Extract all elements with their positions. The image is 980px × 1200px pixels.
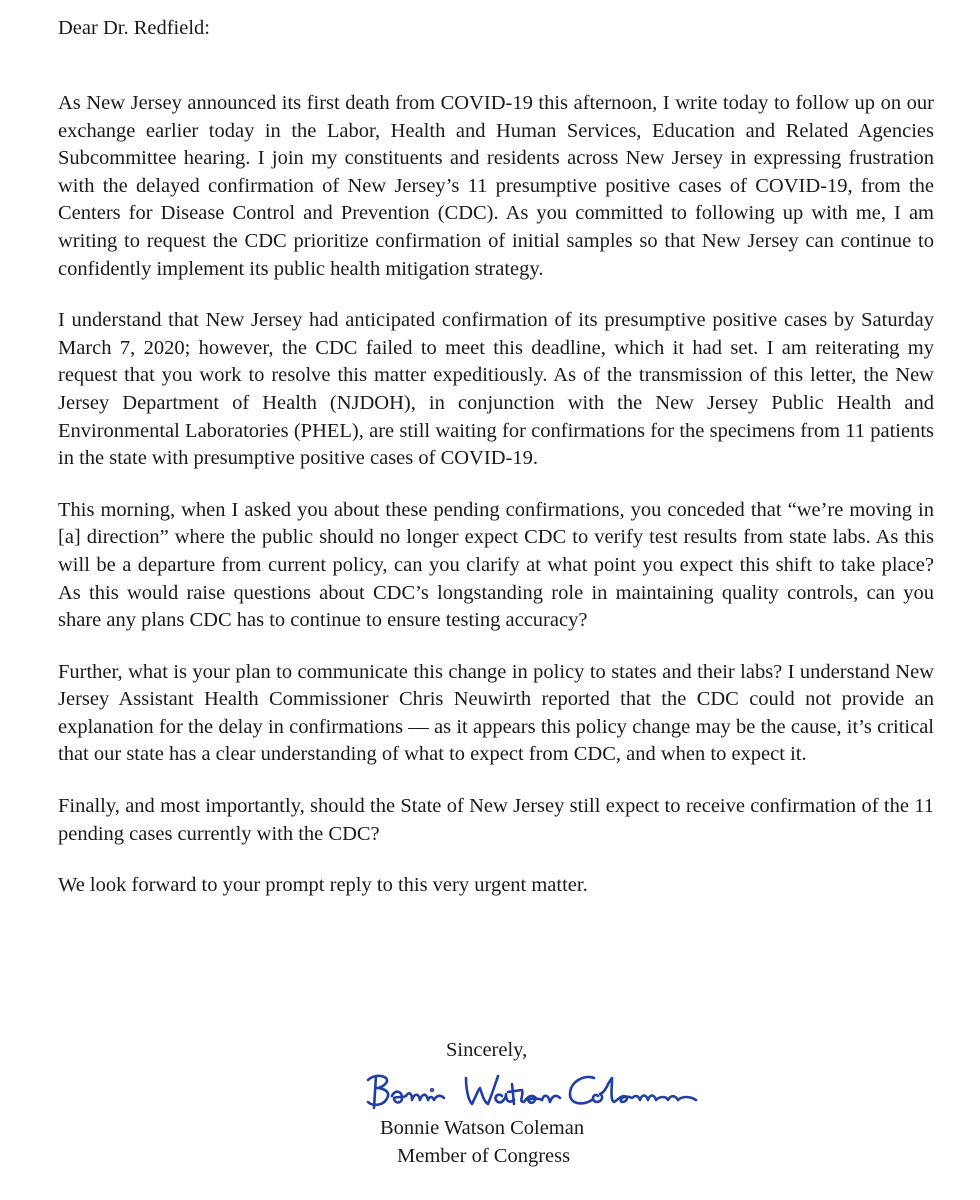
paragraph-4: Further, what is your plan to communicate this change in policy to states and their labs? I understand New Jersey Assistant Health Commissioner Chris Neuwirth reported that the CDC could not provide an explanation for the delay in confirmations — as it appears this policy change may be the cause, it’s critical that our state has a clear understanding of what to expect from CDC, and when to expect it. — [58, 660, 934, 766]
paragraph-5: Finally, and most importantly, should the State of New Jersey still expect to receive confirmation of the 11 pending cases currently with the CDC? — [58, 795, 934, 845]
signer-title: Member of Congress — [397, 1145, 571, 1167]
valediction: Sincerely, — [446, 1039, 528, 1061]
paragraph-3: This morning, when I asked you about these pending confirmations, you conceded that “we’re moving in [a] direction” where the public should no longer expect CDC to verify test results from state labs. As this will be a departure from current policy, can you clarify at what point you expect this shift to take place? As this would raise questions about CDC’s longstanding role in maintaining quality controls, can you share any plans CDC has to continue to ensure testing accuracy? — [58, 498, 934, 632]
signature-block — [370, 1036, 790, 1170]
closing-line: We look forward to your prompt reply to this very urgent matter. — [58, 874, 588, 897]
paragraph-2: I understand that New Jersey had anticipated confirmation of its presumptive positive cases by Saturday March 7, 2020; however, the CDC failed to meet this deadline, which it had set. I am reiterating my request that you work to resolve this matter expeditiously. As of the transmission of this letter, the New Jersey Department of Health (NJDOH), in conjunction with the New Jersey Public Health and Environmental Laboratories (PHEL), are still waiting for confirmations for the specimens from 11 patients in the state with presumptive positive cases of COVID-19. — [58, 309, 934, 470]
salutation: Dear Dr. Redfield: — [58, 17, 210, 39]
signer-name: Bonnie Watson Coleman — [380, 1117, 585, 1139]
paragraph-1: As New Jersey announced its first death from COVID-19 this afternoon, I write today to follow up on our exchange earlier today in the Labor, Health and Human Services, Education and Related Agencies Subcommittee hearing. I join my constituents and residents across New Jersey in expressing frustration with the delayed confirmation of New Jersey’s 11 presumptive positive cases of COVID-19, from the Centers for Disease Control and Prevention (CDC). As you committed to following up with me, I am writing to request the CDC prioritize confirmation of initial samples so that New Jersey can continue to confidently implement its public health mitigation strategy. — [58, 92, 934, 280]
handwritten-signature — [362, 1066, 782, 1116]
